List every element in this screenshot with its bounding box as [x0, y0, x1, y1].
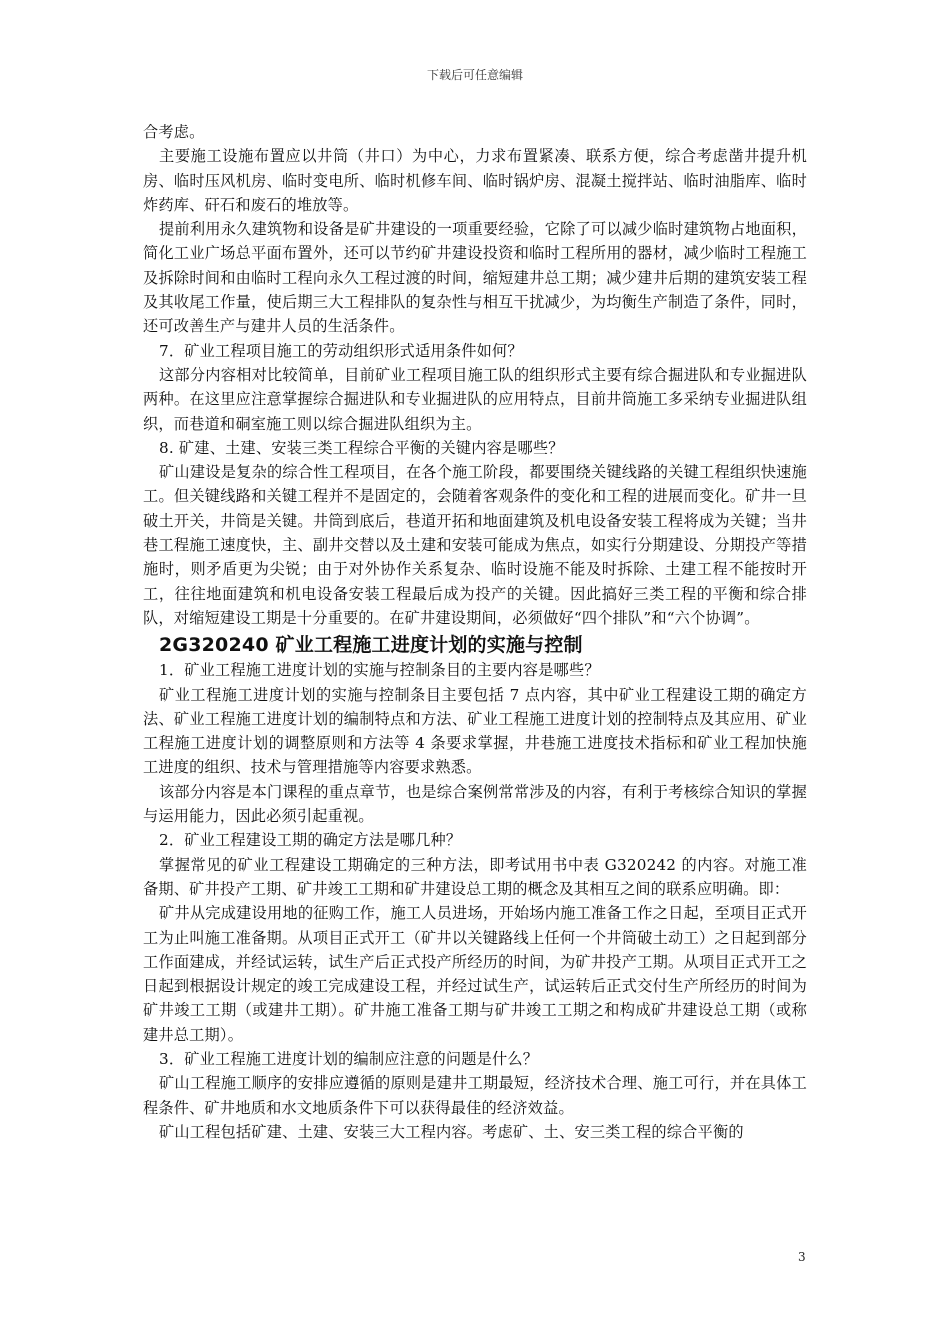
- section-title: 2G320240 矿业工程施工进度计划的实施与控制: [159, 634, 583, 657]
- question-heading: 3．矿业工程施工进度计划的编制应注意的问题是什么？: [159, 1049, 539, 1068]
- question-heading: 7．矿业工程项目施工的劳动组织形式适用条件如何？: [159, 341, 523, 360]
- page-number: 3: [798, 1250, 806, 1264]
- paragraph: 这部分内容相对比较简单，目前矿业工程项目施工队的组织形式主要有综合掘进队和专业掘进队两种。在这里应注意掌握综合掘进队和专业掘进队的应用特点，目前井筒施工多采纳专业掘进队组织，而巷道和硐室施工则以综合掘进队组织为主。: [143, 365, 807, 433]
- paragraph: 合考虑。: [143, 123, 205, 141]
- document-body: [143, 120, 807, 1144]
- question-heading: 2．矿业工程建设工期的确定方法是哪几种？: [159, 831, 462, 850]
- paragraph: 矿业工程施工进度计划的实施与控制条目主要包括 7 点内容，其中矿业工程建设工期的确定方法、矿业工程施工进度计划的编制特点和方法、矿业工程施工进度计划的控制特点及其应用、矿业工程施工进度计划的调整原则和方法等 4 条要求掌握，井巷施工进度技术指标和矿业工程加快施工进度的组织、技术与管理措施等内容要求熟悉。: [143, 685, 807, 777]
- paragraph: 矿山工程施工顺序的安排应遵循的原则是建井工期最短，经济技术合理、施工可行，并在具体工程条件、矿井地质和水文地质条件下可以获得最佳的经济效益。: [143, 1074, 807, 1117]
- paragraph: 提前利用永久建筑物和设备是矿井建设的一项重要经验，它除了可以减少临时建筑物占地面积，简化工业广场总平面布置外，还可以节约矿井建设投资和临时工程所用的器材，减少临时工程施工及拆除时间和由临时工程向永久工程过渡的时间，缩短建井总工期；减少建井后期的建筑安装工程及其收尾工作量，使后期三大工程排队的复杂性与相互干扰减少，为均衡生产制造了条件，同时，还可改善生产与建井人员的生活条件。: [143, 220, 807, 336]
- paragraph: 矿山工程包括矿建、土建、安装三大工程内容。考虑矿、土、安三类工程的综合平衡的: [159, 1122, 744, 1141]
- paragraph: 主要施工设施布置应以井筒（井口）为中心，力求布置紧凑、联系方便，综合考虑凿井提升机房、临时压风机房、临时变电所、临时机修车间、临时锅炉房、混凝土搅拌站、临时油脂库、临时炸药库、矸石和废石的堆放等。: [143, 147, 807, 214]
- paragraph: 掌握常见的矿业工程建设工期确定的三种方法，即考试用书中表 G320242 的内容。对施工准备期、矿井投产工期、矿井竣工工期和矿井建设总工期的概念及其相互之间的联系应明确。即：: [143, 855, 807, 898]
- question-heading: 1．矿业工程施工进度计划的实施与控制条目的主要内容是哪些？: [159, 661, 600, 680]
- paragraph: 矿井从完成建设用地的征购工作，施工人员进场，开始场内施工准备工作之日起，至项目正式开工为止叫施工准备期。从项目正式开工（矿井以关键路线上任何一个井筒破土动工）之日起到部分工作面建成，并经试运转，试生产后正式投产所经历的时间，为矿井投产工期。从项目正式开工之日起到根据设计规定的竣工完成建设工程，并经过试生产，试运转后正式交付生产所经历的时间为矿井竣工工期（或建井工期）。矿井施工准备工期与矿井竣工工期之和构成矿井建设总工期（或称建井总工期）。: [143, 904, 807, 1044]
- page-header: 下载后可任意编辑: [426, 68, 523, 82]
- paragraph: 该部分内容是本门课程的重点章节，也是综合案例常常涉及的内容，有利于考核综合知识的掌握与运用能力，因此必须引起重视。: [143, 782, 807, 826]
- paragraph: 矿山建设是复杂的综合性工程项目，在各个施工阶段，都要围绕关键线路的关键工程组织快速施工。但关键线路和关键工程并不是固定的，会随着客观条件的变化和工程的进展而变化。矿井一旦破土开关，井筒是关键。井筒到底后，巷道开拓和地面建筑及机电设备安装工程将成为关键；当井巷工程施工速度快，主、副井交替以及土建和安装可能成为焦点，如实行分期建设、分期投产等措施时，则矛盾更为尖锐；由于对外协作关系复杂、临时设施不能及时拆除、土建工程不能按时开工，往往地面建筑和机电设备安装工程最后成为投产的关键。因此搞好三类工程的平衡和综合排队，对缩短建设工期是十分重要的。在矿井建设期间，必须做好“四个排队”和“六个协调”。: [143, 463, 807, 627]
- question-heading: 8. 矿建、土建、安装三类工程综合平衡的关键内容是哪些？: [159, 438, 564, 457]
